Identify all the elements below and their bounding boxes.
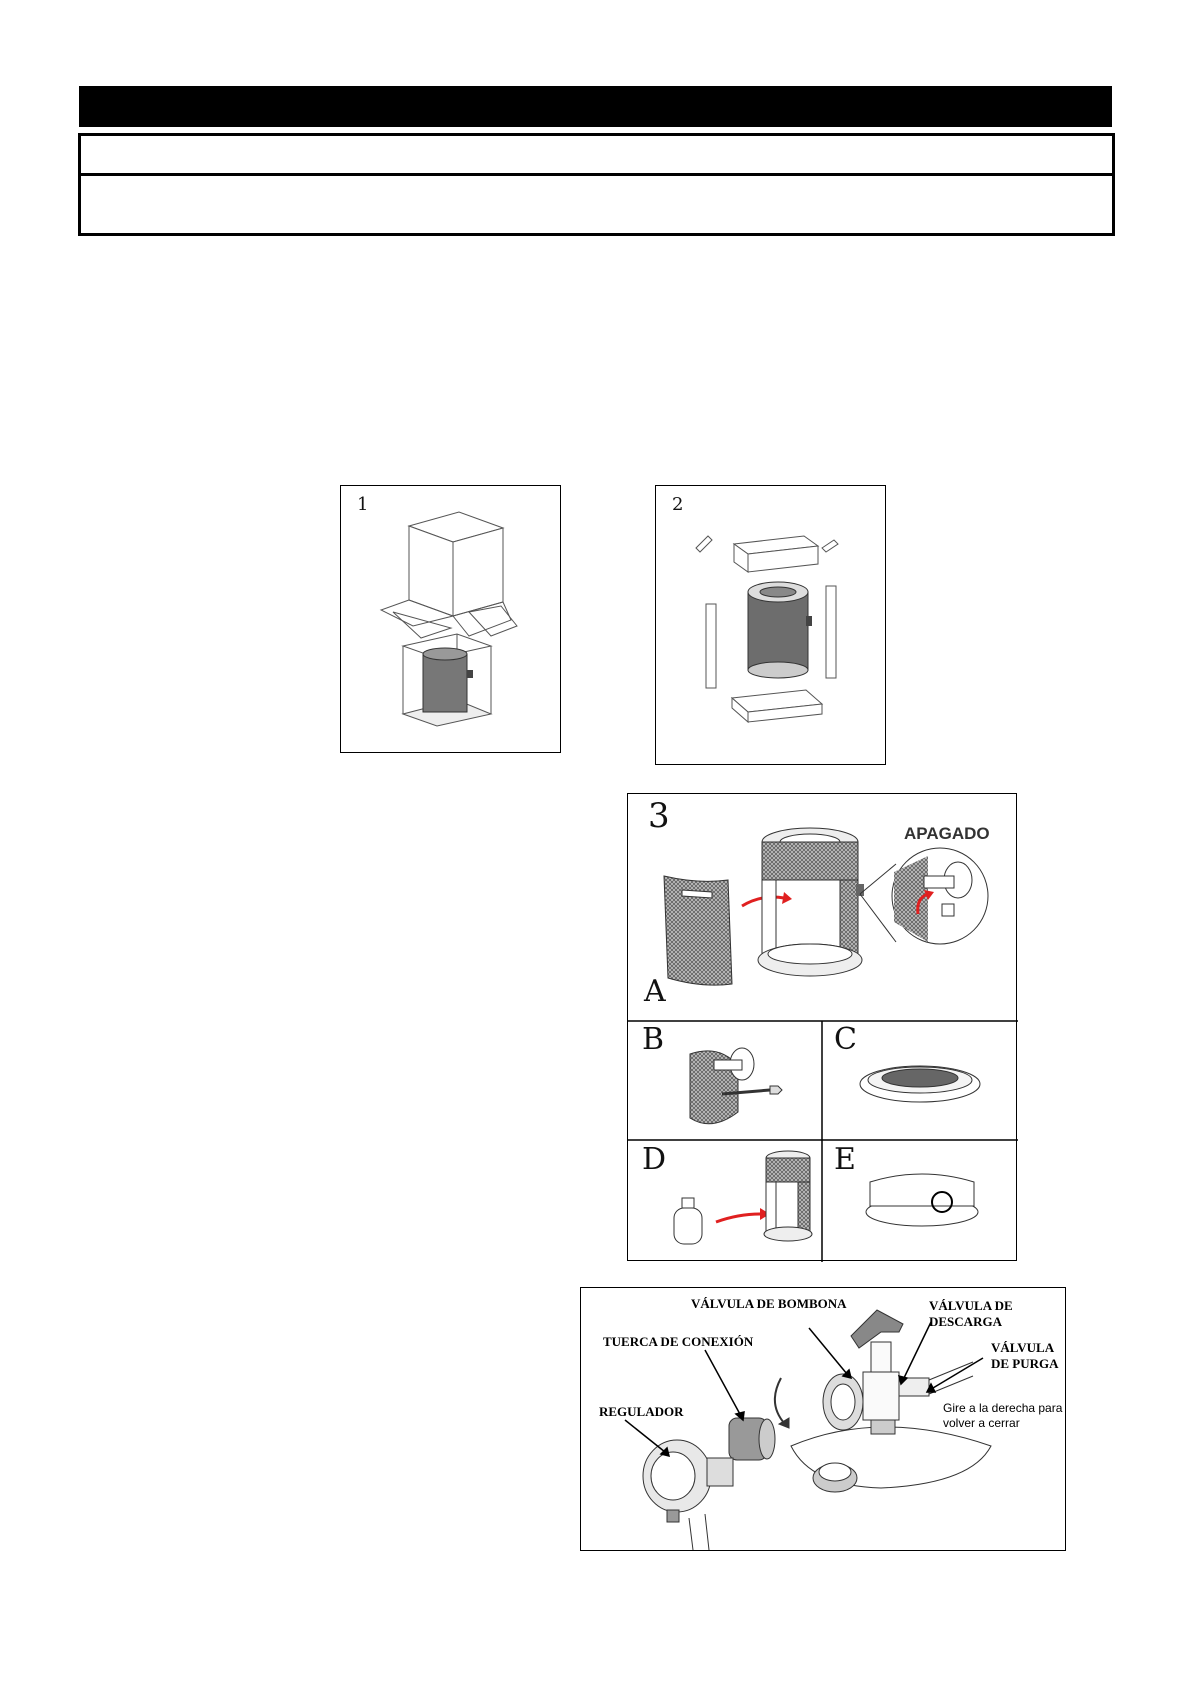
figure-1-unboxing [340,485,561,753]
coupling-nut-callout: TUERCA DE CONEXIÓN [603,1334,754,1349]
relief-valve-callout-line2: DESCARGA [929,1314,1002,1329]
off-label: APAGADO [904,824,990,843]
relief-valve-callout-line1: VÁLVULA DE [929,1298,1013,1313]
turn-note-line1: Gire a la derecha para [943,1401,1063,1415]
figure-3d-label: D [642,1142,667,1177]
header-bar [79,86,1112,127]
cylinder-valve-callout: VÁLVULA DE BOMBONA [691,1296,847,1311]
figure-3b-label: B [642,1022,665,1057]
header-divider [81,173,1112,176]
figure-3a-label: A [644,974,666,1009]
figure-2-exploded-packaging [655,485,886,765]
figure-3c-label: C [834,1022,857,1057]
figure-3-drawing [628,794,1018,1262]
figure-2-drawing [656,486,887,766]
figure-1-drawing [341,486,562,754]
header-box [78,133,1115,236]
figure-3e-label: E [834,1142,856,1177]
bleed-valve-callout-line1: VÁLVULA [991,1340,1055,1355]
figure-1-label: 1 [357,494,369,515]
figure-3-assembly-grid [627,793,1017,1261]
regulator-callout: REGULADOR [599,1404,684,1419]
figure-2-label: 2 [672,494,684,515]
bleed-valve-callout-line2: DE PURGA [991,1356,1059,1371]
figure-valve-connection [580,1287,1066,1551]
figure-3-label: 3 [648,796,670,836]
turn-note-line2: volver a cerrar [943,1416,1020,1430]
